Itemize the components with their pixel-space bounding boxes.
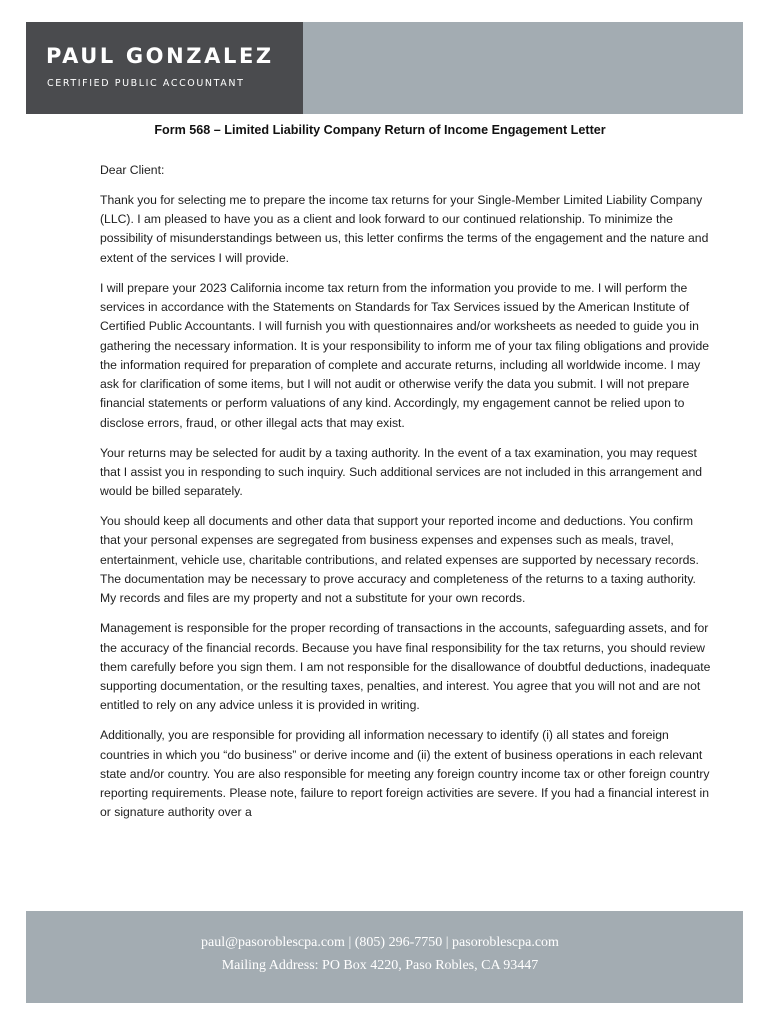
letterhead-accent-block (303, 22, 743, 114)
salutation: Dear Client: (100, 163, 165, 177)
paragraph-foreign: Additionally, you are responsible for providing all information necessary to identify (i) all states and foreign countries in which you “do business” or derive income and (ii) the extent of business operations in each relevant state and/or country. You are also responsible for meeting any foreign country income tax or other foreign country reporting requirements. Please note, failure to report foreign activities are severe. If you had a financial interest in or signature authority over a (100, 728, 710, 820)
footer-contact: paul@pasoroblescpa.com | (805) 296-7750 | pasoroblescpa.com (201, 935, 559, 950)
paragraph-management: Management is responsible for the proper recording of transactions in the accounts, safeguarding assets, and for the accuracy of the financial records. Because you have final responsibility for the tax returns, you should review them carefully before you sign them. I am not responsible for the disallowance of doubtful deductions, inadequate supporting documentation, or the resulting taxes, penalties, and interest. You agree that you will not and are not entitled to rely on any advice unless it is provided in writing. (100, 621, 711, 713)
paragraph-intro: Thank you for selecting me to prepare the income tax returns for your Single-Member Limited Liability Company (LLC). I am pleased to have you as a client and look forward to our continued relationship. To minimize the possibility of misunderstandings between us, this letter confirms the terms of the engagement and the nature and extent of the services I will provide. (100, 192, 709, 265)
paragraph-services: I will prepare your 2023 California income tax return from the information you provide to me. I will perform the services in accordance with the Statements on Standards for Tax Services issued by the American Institute of Certified Public Accountants. I will furnish you with questionnaires and/or worksheets as needed to guide you in gathering the necessary information. It is your responsibility to inform me of your tax filing obligations and provide the information required for preparation of complete and accurate returns, including all worldwide income. I may ask for clarification of some items, but I will not audit or otherwise verify the data you submit. I will not prepare financial statements or perform valuations of any kind. Accordingly, my engagement cannot be relied upon to disclose errors, fraud, or other illegal acts that may exist. (100, 280, 710, 430)
document-title: Form 568 – Limited Liability Company Return of Income Engagement Letter (154, 123, 606, 137)
firm-subtitle: CERTIFIED PUBLIC ACCOUNTANT (47, 78, 245, 89)
letter-body (100, 161, 712, 833)
firm-name: PAUL GONZALEZ (46, 44, 274, 68)
paragraph-records: You should keep all documents and other data that support your reported income and deductions. You confirm that your personal expenses are segregated from business expenses and expenses such as meals, travel, entertainment, vehicle use, charitable contributions, and related expenses are supported by necessary records. The documentation may be necessary to prove accuracy and completeness of the returns to a taxing authority. My records and files are my property and not a substitute for your own records. (100, 514, 699, 606)
footer-mailing-address: Mailing Address: PO Box 4220, Paso Robles, CA 93447 (221, 958, 539, 973)
paragraph-audit: Your returns may be selected for audit by a taxing authority. In the event of a tax examination, you may request that I assist you in responding to such inquiry. Such additional services are not included in this arrangement and would be billed separately. (100, 445, 703, 499)
letterhead-name-block (26, 22, 303, 114)
footer-band (26, 911, 743, 1003)
